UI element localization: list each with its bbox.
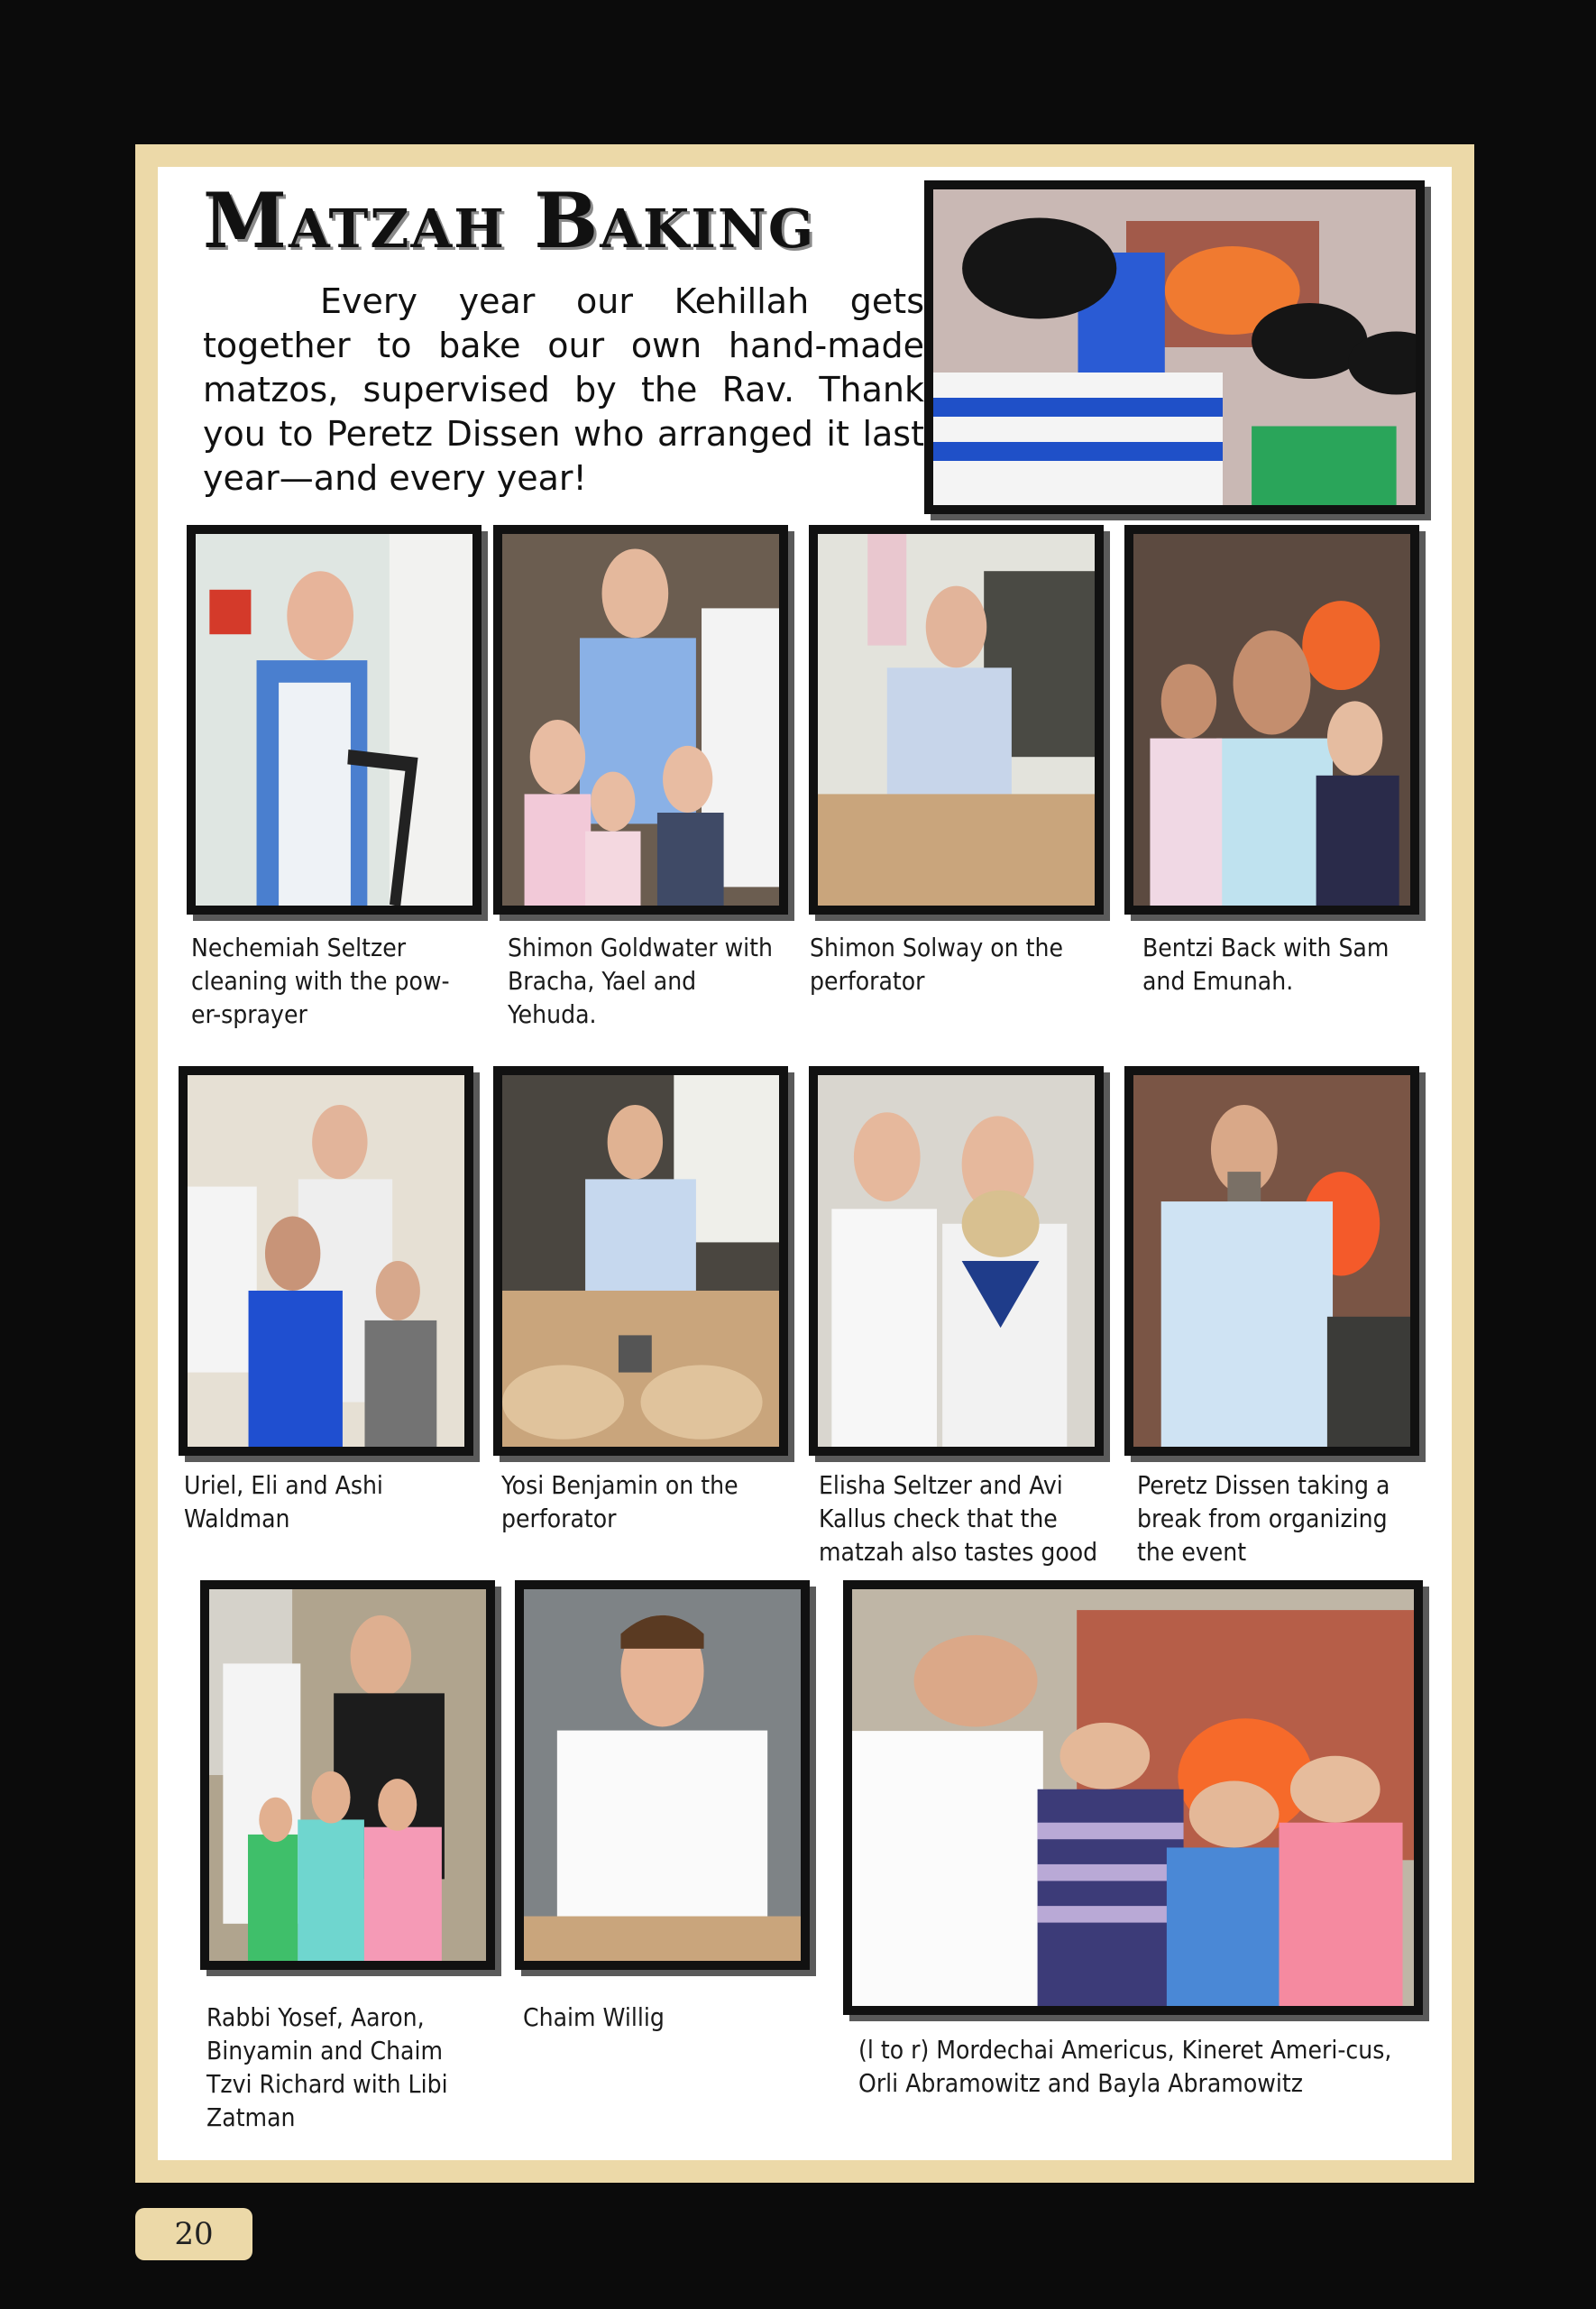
- caption-bentzi-back: Bentzi Back with Sam and Emunah.: [1142, 933, 1390, 996]
- caption-americus-abramowitz: (l to r) Mordechai Americus, Kineret Ameri-cus, Orli Abramowitz and Bayla Abramowitz: [858, 2035, 1392, 2098]
- caption-waldman-family: Uriel, Eli and Ashi Waldman: [184, 1470, 383, 1533]
- photo-bentzi-back: [1124, 525, 1419, 915]
- caption-chaim-willig: Chaim Willig: [523, 2002, 665, 2032]
- caption-shimon-solway: Shimon Solway on the perforator: [810, 933, 1063, 996]
- caption-richard-family: Rabbi Yosef, Aaron, Binyamin and Chaim Tzvi Richard with Libi Zatman: [206, 2002, 448, 2132]
- photo-richard-family: [200, 1580, 495, 1970]
- photo-shimon-goldwater: [493, 525, 788, 915]
- article-title: Matzah Baking: [203, 176, 816, 265]
- photo-chaim-willig: [515, 1580, 810, 1970]
- photo-elisha-and-avi: [809, 1066, 1104, 1456]
- photo-americus-abramowitz: [843, 1580, 1423, 2015]
- article-intro: Every year our Kehillah gets together to bake our own hand-made matzos, supervised by the Rav. Thank you to Peretz Dissen who arranged it last year—and every year!: [203, 281, 924, 498]
- caption-shimon-goldwater: Shimon Goldwater with Bracha, Yael and Yehuda.: [508, 933, 774, 1029]
- hero-photo-oven-scene: [924, 180, 1425, 514]
- caption-peretz-dissen: Peretz Dissen taking a break from organizing the event: [1137, 1470, 1390, 1567]
- caption-elisha-and-avi: Elisha Seltzer and Avi Kallus check that the matzah also tastes good: [819, 1470, 1098, 1567]
- page-number: 20: [135, 2208, 252, 2260]
- photo-nechemiah-seltzer: [187, 525, 482, 915]
- caption-yosi-benjamin: Yosi Benjamin on the perforator: [501, 1470, 738, 1533]
- caption-nechemiah-seltzer: Nechemiah Seltzer cleaning with the pow-er-sprayer: [191, 933, 450, 1029]
- photo-peretz-dissen: [1124, 1066, 1419, 1456]
- photo-waldman-family: [179, 1066, 473, 1456]
- photo-shimon-solway: [809, 525, 1104, 915]
- photo-yosi-benjamin: [493, 1066, 788, 1456]
